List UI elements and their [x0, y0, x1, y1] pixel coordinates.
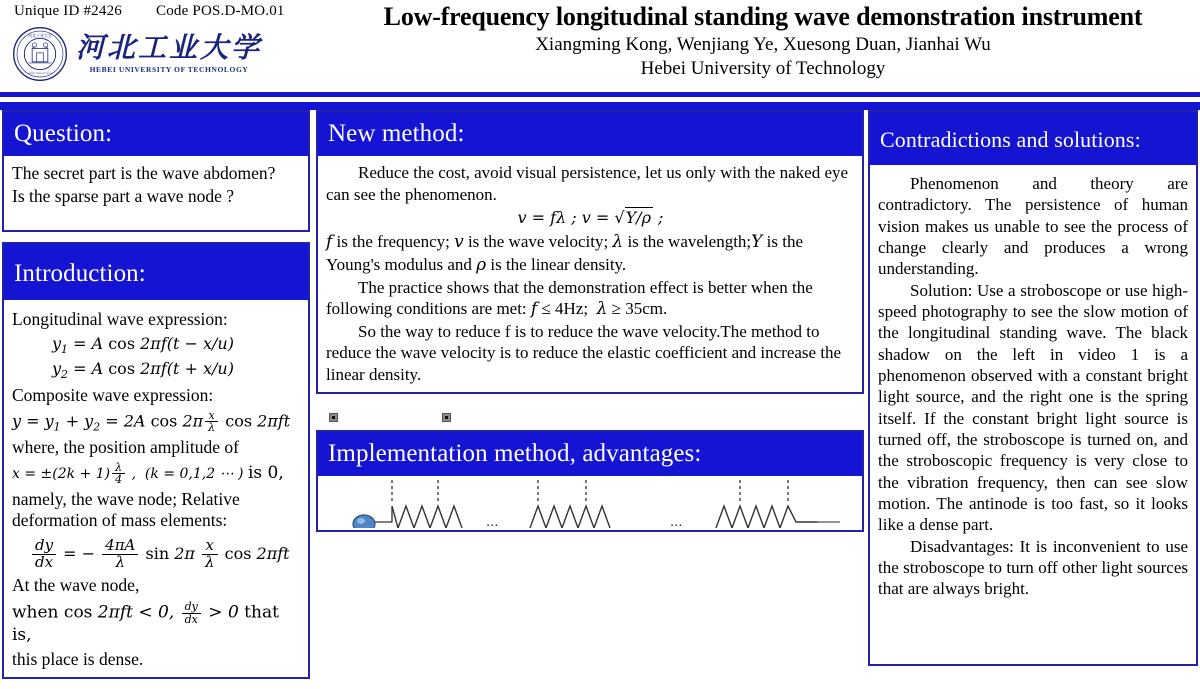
equation-when-condition: when cos 2πft < 0, $\frac{dy}{dx}$ > 0 that is,: [12, 600, 279, 646]
panel-new-method-heading: New method:: [318, 112, 862, 156]
panel-implementation: [316, 430, 864, 532]
contradictions-para-3: Disadvantages: It is inconvenient to use the stroboscope to turn off other light sources that are always bright.: [878, 536, 1188, 599]
equation-y1: $y_1 = A$ cos 2πf(t − x/u): [52, 333, 234, 356]
equation-deformation: $\frac{dy}{dx}$ = − $\frac{4\pi A}{\lambda}$ sin 2π $\frac{x}{\lambda}$ cos 2πft: [12, 538, 301, 571]
panel-question-heading: Question:: [4, 112, 308, 156]
new-method-para-3: The practice shows that the demonstration effect is better when the following conditions are met: f ≤ 4Hz; λ ≥ 35cm.: [326, 277, 813, 320]
media-placeholder-icon[interactable]: [329, 413, 338, 422]
panel-question: [2, 110, 310, 232]
poster-body: [0, 110, 1200, 670]
unique-id-label: Unique ID #2426: [14, 3, 122, 19]
intro-text-node: namely, the wave node; Relative deformation of mass elements:: [12, 488, 240, 531]
question-line-1: The secret part is the wave abdomen?: [12, 163, 276, 183]
header-meta: [14, 3, 285, 20]
new-method-para-2: f is the frequency; v is the wave velocity; λ is the wavelength;Y is the Young's modulus and ρ is the linear density.: [326, 232, 803, 276]
logo-english-name: HEBEI UNIVERSITY OF TECHNOLOGY: [89, 65, 249, 75]
panel-contradictions-heading: Contradictions and solutions:: [870, 112, 1196, 165]
panel-introduction-body: [4, 300, 308, 677]
left-column: [2, 110, 310, 689]
panel-new-method: [316, 110, 864, 394]
equation-composite: $y = y_1 + y_2 = 2A$ cos 2π $\frac{x}{\lambda}$ cos 2πft: [12, 408, 291, 435]
panel-contradictions: [868, 110, 1198, 666]
intro-label-composite: Composite wave expression:: [12, 385, 214, 406]
panel-implementation-body: [318, 476, 862, 530]
svg-text:HEBEI UNIV OF TECH: HEBEI UNIV OF TECH: [28, 72, 52, 76]
equation-y2: $y_2 = A$ cos 2πf(t + x/u): [52, 359, 234, 382]
contradictions-para-1: Phenomenon and theory are contradictory. The persistence of human vision makes us unable to see the process of change clearly and produces a wrong understanding.: [878, 174, 1188, 279]
logo-chinese-name: 河北工业大学: [76, 31, 263, 65]
intro-text-at-node: At the wave node,: [12, 574, 140, 595]
new-method-para-1: Reduce the cost, avoid visual persistence, let us only with the naked eye can see the phenomenon.: [326, 163, 849, 204]
media-placeholder-icon[interactable]: [442, 413, 451, 422]
middle-column: [316, 110, 864, 532]
panel-introduction: [2, 242, 310, 679]
equation-node-position: x = ±(2k + 1) $\frac{\lambda}{4}$ , (k = 0,1,2 ⋯ ) is 0,: [12, 460, 284, 487]
contradictions-para-2: Solution: Use a stroboscope or use high-speed photography to see the slow motion of the longitudinal standing wave. The black shadow on the left in video 1 is a phenomenon observed with a constant bright light source, and the right one is the spring itself. If the constant bright light source is turned off, the stroboscope is turned on, and the stroboscopic frequency is very close to the vibration frequency, then can see slow motion. The antinode is too fast, so it looks like a dense part.: [878, 280, 1188, 535]
poster-title: Low-frequency longitudinal standing wave demonstration instrument: [383, 2, 1143, 31]
figure-ellipsis: ...: [486, 512, 499, 528]
code-label: Code POS.D-MO.01: [156, 3, 285, 19]
poster-header: [0, 0, 1200, 92]
equation-wave-velocity: v = fλ ; v = √Y/ρ ;: [517, 208, 664, 228]
right-column: [868, 110, 1198, 666]
figure-ellipsis: ...: [670, 512, 683, 528]
new-method-para-3-text: The practice shows that the demonstration effect is better when the following conditions are met:: [326, 277, 813, 319]
svg-text:河北工业大学: 河北工业大学: [28, 33, 52, 39]
panel-implementation-heading: Implementation method, advantages:: [318, 432, 862, 476]
university-logo: [12, 26, 262, 82]
media-icon-row: [316, 404, 864, 430]
university-seal-icon: [12, 26, 68, 82]
spring-standing-wave-diagram: [318, 478, 862, 528]
intro-text-dense: this place is dense.: [12, 649, 144, 670]
panel-contradictions-body: [870, 165, 1196, 604]
intro-label-longitudinal: Longitudinal wave expression:: [12, 309, 228, 329]
intro-text-where: where, the position amplitude of: [12, 436, 239, 457]
header-rule-bottom: [0, 102, 1200, 110]
title-block: [330, 2, 1196, 81]
panel-introduction-heading: Introduction:: [4, 244, 308, 300]
panel-question-body: [4, 156, 308, 230]
poster-affiliation: Hebei University of Technology: [640, 57, 886, 79]
poster-authors: Xiangming Kong, Wenjiang Ye, Xuesong Duan, Jianhai Wu: [535, 34, 991, 56]
panel-new-method-body: [318, 156, 862, 392]
question-line-2: Is the sparse part a wave node ?: [12, 185, 235, 206]
new-method-para-4: So the way to reduce f is to reduce the wave velocity.The method to reduce the wave velocity is to reduce the elastic coefficient and increase the linear density.: [326, 321, 842, 384]
